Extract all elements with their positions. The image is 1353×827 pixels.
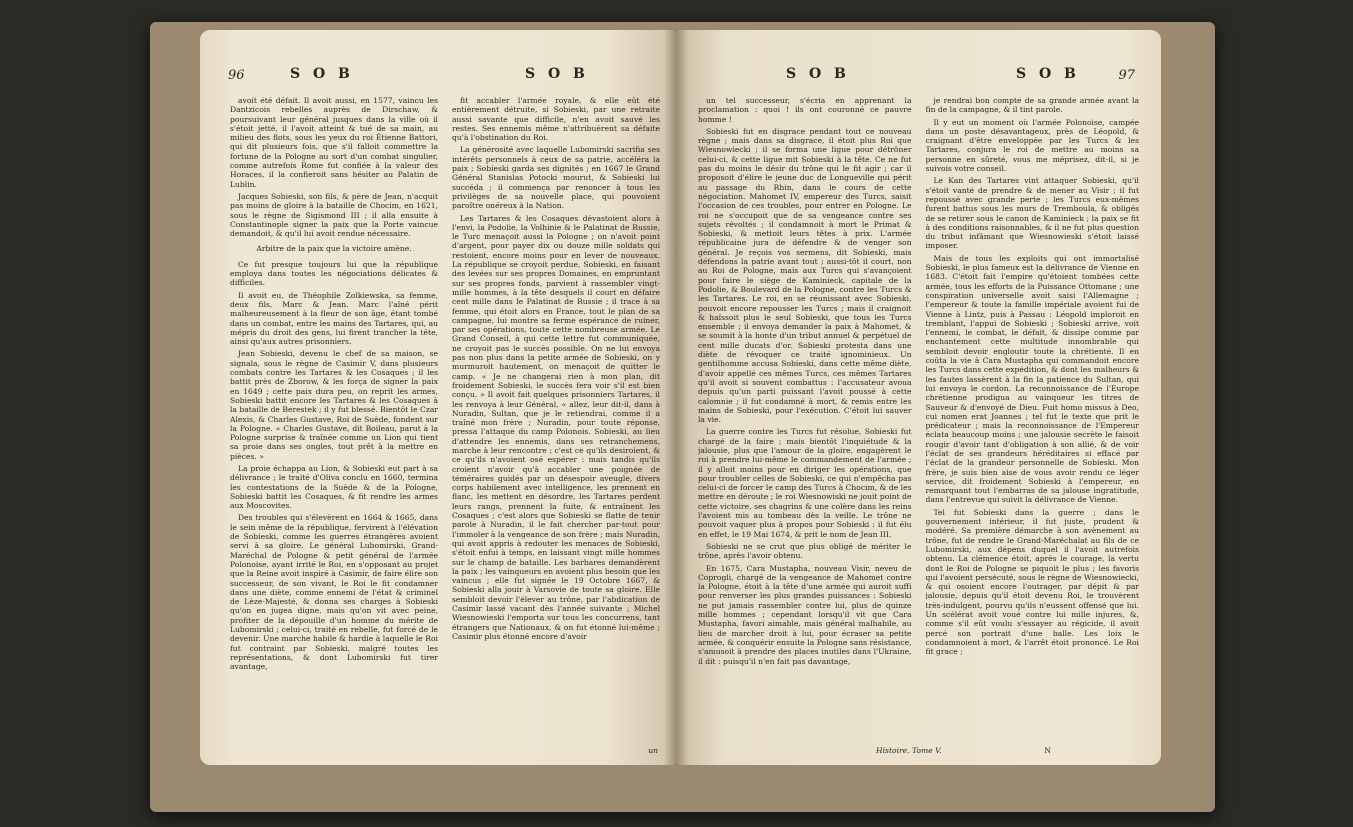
left-running-head: S O B	[290, 66, 354, 82]
right-page	[676, 30, 1161, 765]
paragraph: avoit été défait. Il avoit aussi, en 1577, vaincu les Dantzicois rebelles auprès de Dirschaw, & poursuivant leur général jusques dans la ville où il s'étoit jetté, il l'avoit atteint & tué de sa main, au milieu des flots, sous les yeux du roi Étienne Battori, qui dit plusieurs fois, que s'il falloit commettre la fortune de la Pologne au sort d'un combat singulier, comme autrefois Rome fut confiée à la valeur des Horaces, il la confieroit sans hésiter au Palatin de Lublin.	[230, 96, 438, 189]
paragraph: Ce fut presque toujours lui que la république employa dans toutes les négociations délicates & difficiles.	[230, 259, 438, 288]
paragraph: Des troubles qui s'élevèrent en 1664 & 1665, dans le sein même de la république, fervirent à l'élévation de Sobieski, comme les guerres étrangères avoient servi à sa gloire. Le général Lubomirski, Grand-Maréchal de Pologne & petit général de l'armée Polonoise, ayant irrité le Roi, en s'opposant au projet que la Reine avoit inspiré à Casimir, de faire élire son successeur, de son vivant, le Roi le fit condamner dans une diète, comme ennemi de l'état & criminel de Lèze-Majesté, & donna ses charges à Sobieski qu'on en jugea digne, mais qu'on vit avec peine, profiter de la dépouille d'un homme du mérite de Lubomirski ; celui-ci, traité en rebelle, fut forcé de le devenir. Une marche habile & hardie à laquelle le Roi fut contraint par Sobieski, malgré toutes les représentations, & dont Lubomirski fut tirer avantage,	[230, 513, 438, 672]
left-catchword: un	[648, 746, 658, 755]
paragraph: Le Kan des Tartares vint attaquer Sobieski, qu'il s'étoit vanté de prendre & de mener au Visir ; il fut repoussé avec grande perte ; les Turcs eux-mêmes furent battus sous les murs de Tremboula, & obligés de se retirer sous le canon de Kaminieck ; la paix se fit à des conditions raisonnables, & il ne fut plus question du tribut infâmant que Wiesnowieski s'étoit laissé imposer.	[925, 176, 1139, 251]
paragraph: Sobieski fut en disgrace pendant tout ce nouveau règne ; mais dans sa disgrace, il étoit plus Roi que Wiesnowiecki ; il se forma une ligue pour détrôner celui-ci, & cette ligue mit Sobieski à la tête. Ce ne fut pas du moins le désir du trône qui le fit agir ; car il proposoit d'élire le jeune duc de Longueville qui périt au passage du Rhin, dans le cours de cette négociation. Mahomet IV, empereur des Turcs, saisit l'occasion de ces troubles, pour entrer en Pologne. Le roi ne s'occupoit que de sa vengeance contre ses sujets révoltés ; il condamnoit à mort le Primat & Sobieski, & mettoit leurs têtes à prix. L'armée républicaine jura de défendre & de venger son général. Je reçois vos sermens, dit Sobieski, mais défendons la patrie avant tout ; aussi-tôt il court, non au Roi de Pologne, mais aux Turcs qui s'avançoient pour faire le siège de Kaminieck, capitale de la Podolie, & Boulevard de la Pologne, contre les Turcs & les Tartares. Le roi, en se réunissant avec Sobieski, pouvoit encore repousser les Turcs ; mais il craignoit & haïssoit plus le seul Sobieski, que tous les Turcs ensemble ; il envoya demander la paix à Mahomet, & se soumit à la honte d'un tribut annuel & perpétuel de cent mille ducats d'or. Sobieski protesta dans une diète de révoquer ce traité ignominieux. Un gentilhomme accusa Sobieski, dans cette même diète, d'avoir appellé ces mêmes Turcs, ces mêmes Tartares qu'il avoit si souvent combattus : l'accusateur avoua depuis qu'un parti puissant l'avoit poussé à cette calomnie ; il fut condamné à mort, & remis entre les mains de Sobieski, pour l'exécution. C'étoit lui sauver la vie.	[698, 126, 912, 425]
left-running-head-2: S O B	[525, 66, 589, 82]
paragraph: un tel successeur, s'écria en apprenant la proclamation : quoi ! ils ont couronné ce pauvre homme !	[698, 96, 912, 124]
paragraph: Il avoit eu, de Théophile Zolkiewska, sa femme, deux fils, Marc & Jean. Marc l'aîné périt malheureusement à la fleur de son âge, étant tombé dans un combat, entre les mains des Tartares, qui, au mépris du droit des gens, lui firent trancher la tête, ainsi qu'aux autres prisonniers.	[230, 290, 438, 347]
left-page-number: 96	[228, 68, 245, 83]
signature-mark: Histoire. Tome V.	[876, 746, 942, 755]
left-page-header	[200, 66, 676, 86]
book-gutter	[664, 30, 688, 765]
right-running-head: S O B	[786, 66, 850, 82]
paragraph: La proie échappa au Lion, & Sobieski eut part à sa délivrance ; le traité d'Oliva conclu en 1660, termina les contestations de la Suède & de la Pologne, Sobieski battit les Cosaques, & fit rendre les armes aux Moscovites.	[230, 463, 438, 511]
left-column-2	[452, 96, 660, 751]
right-column-2	[926, 96, 1140, 751]
paragraph: je rendrai bon compte de sa grande armée avant la fin de la campagne, & il tint parole.	[925, 96, 1139, 115]
paragraph: Jacques Sobieski, son fils, & père de Jean, n'acquit pas moins de gloire à la bataille de Chocim, en 1621, sous le règne de Sigismond III ; il alla ensuite à Constantinople signer la paix que la Porte vaincue demandoit, & qu'il lui avoit rendue nécessaire.	[230, 191, 438, 239]
paragraph: Mais de tous les exploits qui ont immortalisé Sobieski, le plus fameux est la délivrance de Vienne en 1683. C'étoit fait l'empire qu'étoient tombées cette armée, tous les efforts de la Puissance Ottomane ; une conspiration universelle avoit saisi l'Allemagne ; l'empereur & toute la famille impériale avoient fui de Vienne à Lintz, puis à Passau : Léopold imploroit en tremblant, l'appui de Sobieski ; Sobieski arrive, voit l'ennemi, le combat, le défait, & dissipe comme par enchantement cette multitude innombrable qui sembloit devoir engloutir toute la chrétienté. Il en coûta la vie à Cara Mustapha qui commandoit encore les Turcs dans cette expédition, & dont les malheurs & les fautes lassèrent à la fin la patience du Sultan, qui lui envoya le cordon. La reconnoissance de l'Europe chrétienne prodigua au vainqueur les titres de Sauveur & d'envoyé de Dieu. Fuit homo missus à Deo, cui nomen erat Joannes ; tel fut le texte que prit le prédicateur ; mais la reconnoissance de l'Empereur éclata beaucoup moins ; une jalousie secrète le faisoit rougir d'avoir tant d'obligation à son allié, & de voir l'éclat de ses grandeurs héréditaires si effacé par l'éclat de la grandeur personnelle de Sobieski. Mon frère, je suis bien aise de vous avoir rendu ce léger service, dit froidement Sobieski à l'empereur, en remarquant tout l'embarras de sa jalouse ingratitude, dans l'entrevue qui suivit la délivrance de Vienne.	[925, 253, 1139, 505]
paragraph: La générosité avec laquelle Lubomirski sacrifia ses intérêts personnels à ceux de sa patrie, accéléra la paix ; Sobieski garda ses dignités ; en 1667 le Grand Général Stanislas Potocki mourut, & Sobieski lui succéda ; il commença par renoncer à tous les privilèges de sa nouvelle place, qui pouvoient paroître onéreux à la Nation.	[452, 145, 660, 211]
paragraph: La guerre contre les Turcs fut résolue, Sobieski fut chargé de la faire ; mais bientôt l'inquiétude & la jalousie, plus que l'amour de la gloire, engagèrent le roi à prendre lui-même le commandement de l'armée ; il y alloit moins pour en diriger les opérations, que pour troubler celles de Sobieski, ce qui n'empêcha pas celui-ci de forcer le camp des Turcs à Chocim, & de les mettre en déroute ; le roi Wiesnowiski ne jouit point de cette victoire, ses chagrins & une colère dans les reins l'avoient mis au tombeau dès la veille. Le trône ne pouvoit vaquer plus à propos pour Sobieski : il fut élu en effet, le 19 Mai 1674, & prit le nom de Jean III.	[698, 427, 912, 539]
paragraph: En 1675, Cara Mustapha, nouveau Visir, neveu de Coprogli, chargé de la vengeance de Mahomet contre la Pologne, étoit à la tête d'une armée qui auroit suffi pour renverser les plus grandes puissances : Sobieski ne put jamais rassembler contre lui, plus de quinze mille hommes ; cependant lorsqu'il vit que Cara Mustapha, favori aimable, mais général malhabile, au lieu de marcher droit à lui, pour écraser sa petite armée, & conquérir ensuite la Pologne sans résistance, s'amusoit à prendre des places inutiles dans l'Ukraine, il dit : puisqu'il n'en fait pas davantage,	[698, 563, 912, 666]
paragraph: Tel fut Sobieski dans la guerre ; dans le gouvernement intérieur, il fut juste, prudent & modéré. Sa première démarche à son avènement au trône, fut de rendre le Grand-Maréchalat au fils de ce Lubomirski, aux dépens duquel il l'avoit autrefois obtenu. La clémence étoit, après le courage, la vertu dont le Roi de Pologne se piquoit le plus ; les favoris qui l'avoient persécuté, sous le règne de Wiesnowiecki, & qui osoient encore l'outrager, par dépit & par jalousie, depuis qu'il étoit devenu Roi, le trouvèrent très-indulgent, pourvu qu'ils n'eussent offensé que lui. Un scélérat avoit voué contre lui mille injures, &, comme s'il eût voulu s'essayer au régicide, il avoit percé son portrait d'une balle. Les loix le condamnoient à mort, & l'arrêt étoit prononcé. Le Roi fit grace ;	[925, 507, 1139, 657]
left-page-columns	[230, 96, 660, 751]
paragraph: Sobieski ne se crut que plus obligé de mériter le trône, après l'avoir obtenu.	[698, 541, 912, 561]
right-running-head-2: S O B	[1016, 66, 1080, 82]
right-page-columns	[698, 96, 1139, 751]
right-page-number: 97	[1118, 68, 1135, 83]
left-column-1	[230, 96, 438, 751]
right-column-1	[698, 96, 912, 751]
paragraph: fit accabler l'armée royale, & elle eût été entièrement détruite, si Sobieski, par une retraite aussi savante que difficile, n'en avoit sauvé les restes. Ses ennemis même n'attribuèrent sa défaite qu'à l'obstination du Roi.	[452, 96, 660, 143]
left-page	[200, 30, 676, 765]
right-page-header	[676, 66, 1161, 86]
paragraph: Il y eut un moment où l'armée Polonoise, campée dans un poste désavantageux, près de Léopold, & craignant d'être enveloppée par les Turcs & les Tartares, conjura le roi de mettre au moins sa personne en sûreté, vous me méprisez, dit-il, si je suivois votre conseil.	[925, 117, 1139, 174]
right-catchword: N	[1044, 746, 1051, 755]
paragraph: Les Tartares & les Cosaques dévastoient alors à l'envi, la Podolie, la Volhinie & le Palatinat de Russie, le Turc menaçoit aussi la Pologne ; on n'avoit point d'argent, pour payer dix ou douze mille soldats qui restoient, encore moins pour en lever de nouveaux. La république se croyoit perdue, Sobieski, en faisant des levées sur ses propres Domaines, en empruntant sur ses propres fonds, parvient à rassembler vingt-mille hommes, à la tête desquels il court en défaire cent mille dans le Palatinat de Russie ; il trace à sa femme, qui étoit alors en France, tout le plan de sa campagne, lui montre sa ferme espérance de ruiner, par ses opérations, toute cette nombreuse armée. Le Grand Conseil, à qui cette lettre fut communiquée, ne croyoit pas le succès possible. On ne lui envoya pas non plus dans la petite armée de Sobieski, on y murmuroit hautement, on menaçoit de quitter le camp. « Je ne changerai rien à mon plan, dit froidement Sobieski, le succès fera voir s'il est bien conçu. » Il avoit fait quelques prisonniers Tartares, il les renvoya à leur Général, « allez, leur dit-il, dans à Nuradin, Sultan, que je le retiendrai, comme il a traîné mon frère ; Nuradin, pour toute réponse, pressa l'attaque du camp Polonois. Sobieski, au lieu d'attendre les ennemis, dans ses retranchemens, marche à leur rencontre ; c'est ce qu'ils desiroient, & ce qu'ils n'avoient osé espérer : mais tandis qu'ils croient n'avoir qu'à accabler une poignée de téméraires guidés par un désespoir aveugle, divers corps habilement avec intelligence, les prennent en flanc, les mettent en désordre, les Tartares perdent leurs rangs, prennent la fuite, & entraînent les Cosaques ; c'est alors que Sobieski se flatte de tenir parole à Nuradin, il le fait chercher par-tout pour l'immoler à la vengeance de son frère ; mais Nuradin, qui avoit appris à redouter les menaces de Sobieski, s'étoit enfui à temps, en laissant vingt mille hommes sur le champ de bataille. Les barbares demandèrent la paix ; les vainqueurs en avoient plus besoin que les vaincus ; elle fut signée le 19 Octobre 1667, & Sobieski alla jouir à Varsovie de toute sa gloire. Elle sembloit devoir l'élever au trône, par l'abdication de Casimir lassé vacant dès l'année suivante ; Michel Wiesnowieski l'emporta sur tous les concurrens, tant étrangers que Nationaux, & on fut étonné lui-même ; Casimir plus étonné encore d'avoir	[452, 213, 660, 641]
epigraph: Arbitre de la paix que la victoire amène.	[256, 244, 412, 254]
paragraph: Jean Sobieski, devenu le chef de sa maison, se signala, sous le règne de Casimir V, dans plusieurs combats contre les Tartares & les Cosaques ; il les battit près de Zborow, & les força de signer la paix en 1649 ; cette paix dura peu, on reprit les armes, Sobieski battit encore les Tartares & les Cosaques à la bataille de Berestek ; il y fut blessé. Bientôt le Czar Alexis, & Charles Gustave, Roi de Suède, fondent sur la Pologne. « Charles Gustave, dit Boileau, parut à la Pologne surprise & traînée comme un Lion qui tient sa proie dans ses ongles, tout prêt à la mettre en pièces. »	[230, 349, 438, 461]
